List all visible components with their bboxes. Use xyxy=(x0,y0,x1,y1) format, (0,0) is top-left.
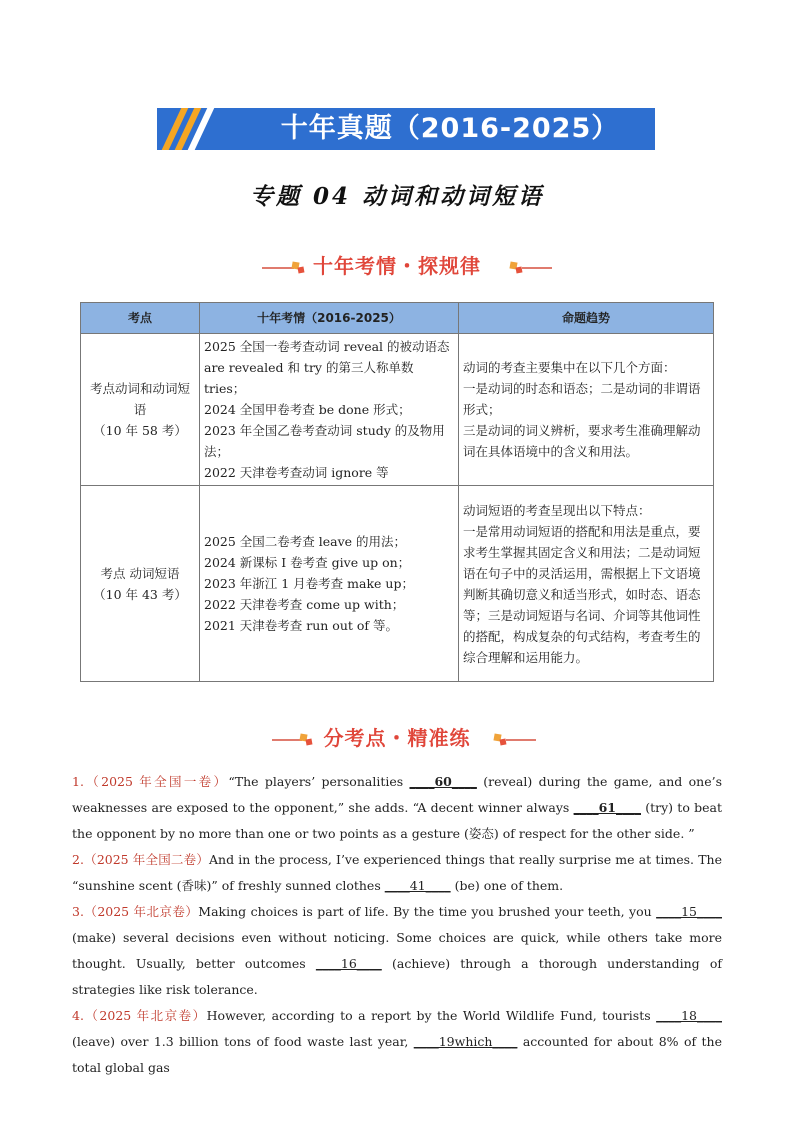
question-text: (reveal) during the game, and one’s weaknesses are exposed to the opponent,” she adds. “A decent winner always xyxy=(72,774,722,815)
answer-blank: ____19which____ xyxy=(413,1034,518,1049)
cell-trend: 动词短语的考查呈现出以下特点： 一是常用动词短语的搭配和用法是重点，要求考生掌握其固定含义和用法；二是动词短语在句子中的灵活运用，需根据上下文语境判断其确切意义和适当形式，如时态、语态等；三是动词短语与名词、介词等其他词性的搭配，构成复杂的句式结构，考查考生的综合理解和运用能力。 xyxy=(459,486,714,682)
table-header-row xyxy=(81,303,714,334)
section-title: 分考点・精准练 xyxy=(323,726,471,750)
question-text: accounted for about 8% of the total global gas xyxy=(72,1034,722,1075)
column-header: 命题趋势 xyxy=(459,303,714,334)
question-text: However, according to a report by the World Wildlife Fund, tourists xyxy=(206,1008,657,1023)
question-text: (make) several decisions even without noticing. Some choices are quick, while others take more thought. Usually, better outcomes xyxy=(72,930,722,971)
question-text: “The players’ personalities xyxy=(228,774,410,789)
question-text: Making choices is part of life. By the time you brushed your teeth, you xyxy=(198,904,657,919)
section-heading-trends xyxy=(0,250,794,284)
section-title: 十年考情・探规律 xyxy=(313,254,481,278)
cell-history: 2025 全国一卷考查动词 reveal 的被动语态 are revealed 和 try 的第三人称单数 tries； 2024 全国甲卷考查 be done 形式； 2023 年全国乙卷考查动词 study 的及物用法； 2022 天津卷考查动词 ignore 等 xyxy=(200,334,459,486)
column-header: 十年考情（2016-2025） xyxy=(200,303,459,334)
question-source: 1.（2025 年全国一卷） xyxy=(72,774,229,789)
question-source: 4.（2025 年北京卷） xyxy=(72,1008,207,1023)
topic-title: 专题 04 动词和动词短语 xyxy=(249,183,545,210)
table-row xyxy=(81,334,714,486)
answer-blank: ____15____ xyxy=(656,904,722,919)
answer-blank: ____60____ xyxy=(409,774,477,789)
divider xyxy=(522,267,552,269)
answer-blank: ____61____ xyxy=(573,800,641,815)
answer-blank: ____41____ xyxy=(384,878,451,893)
cell-trend: 动词的考查主要集中在以下几个方面： 一是动词的时态和语态；二是动词的非谓语形式； 三是动词的词义辨析，要求考生准确理解动词在具体语境中的含义和用法。 xyxy=(459,334,714,486)
question-item xyxy=(72,899,722,1003)
question-text: (try) to beat the opponent by no more than one or two points as a gesture (姿态) of respect for the other side. ” xyxy=(72,800,722,841)
question-text: (be) one of them. xyxy=(450,878,564,893)
cell-point: 考点 动词短语 （10 年 43 考） xyxy=(81,486,200,682)
question-text: And in the process, I’ve experienced things that really surprise me at times. The “sunshine scent (香味)” of freshly sunned clothes xyxy=(72,852,722,893)
question-source: 3.（2025 年北京卷） xyxy=(72,904,199,919)
question-item xyxy=(72,847,722,899)
question-list xyxy=(72,769,722,1081)
cell-point: 考点动词和动词短语 （10 年 58 考） xyxy=(81,334,200,486)
banner-title: 十年真题（2016-2025） xyxy=(280,113,620,144)
table-row xyxy=(81,486,714,682)
divider xyxy=(506,739,536,741)
answer-blank: ____18____ xyxy=(656,1008,722,1023)
answer-blank: ____16____ xyxy=(315,956,382,971)
exam-trend-table xyxy=(80,302,714,682)
question-text: (leave) over 1.3 billion tons of food waste last year, xyxy=(72,1034,414,1049)
cell-history: 2025 全国二卷考查 leave 的用法； 2024 新课标 I 卷考查 give up on； 2023 年浙江 1 月卷考查 make up； 2022 天津卷考查 come up with； 2021 天津卷考查 run out of 等。 xyxy=(200,486,459,682)
column-header: 考点 xyxy=(81,303,200,334)
question-item xyxy=(72,1003,722,1081)
header-banner xyxy=(157,108,655,150)
question-text: (achieve) through a thorough understanding of strategies like risk tolerance. xyxy=(72,956,722,997)
section-heading-practice xyxy=(0,722,794,756)
question-item xyxy=(72,769,722,847)
question-source: 2.（2025 年全国二卷） xyxy=(72,852,210,867)
